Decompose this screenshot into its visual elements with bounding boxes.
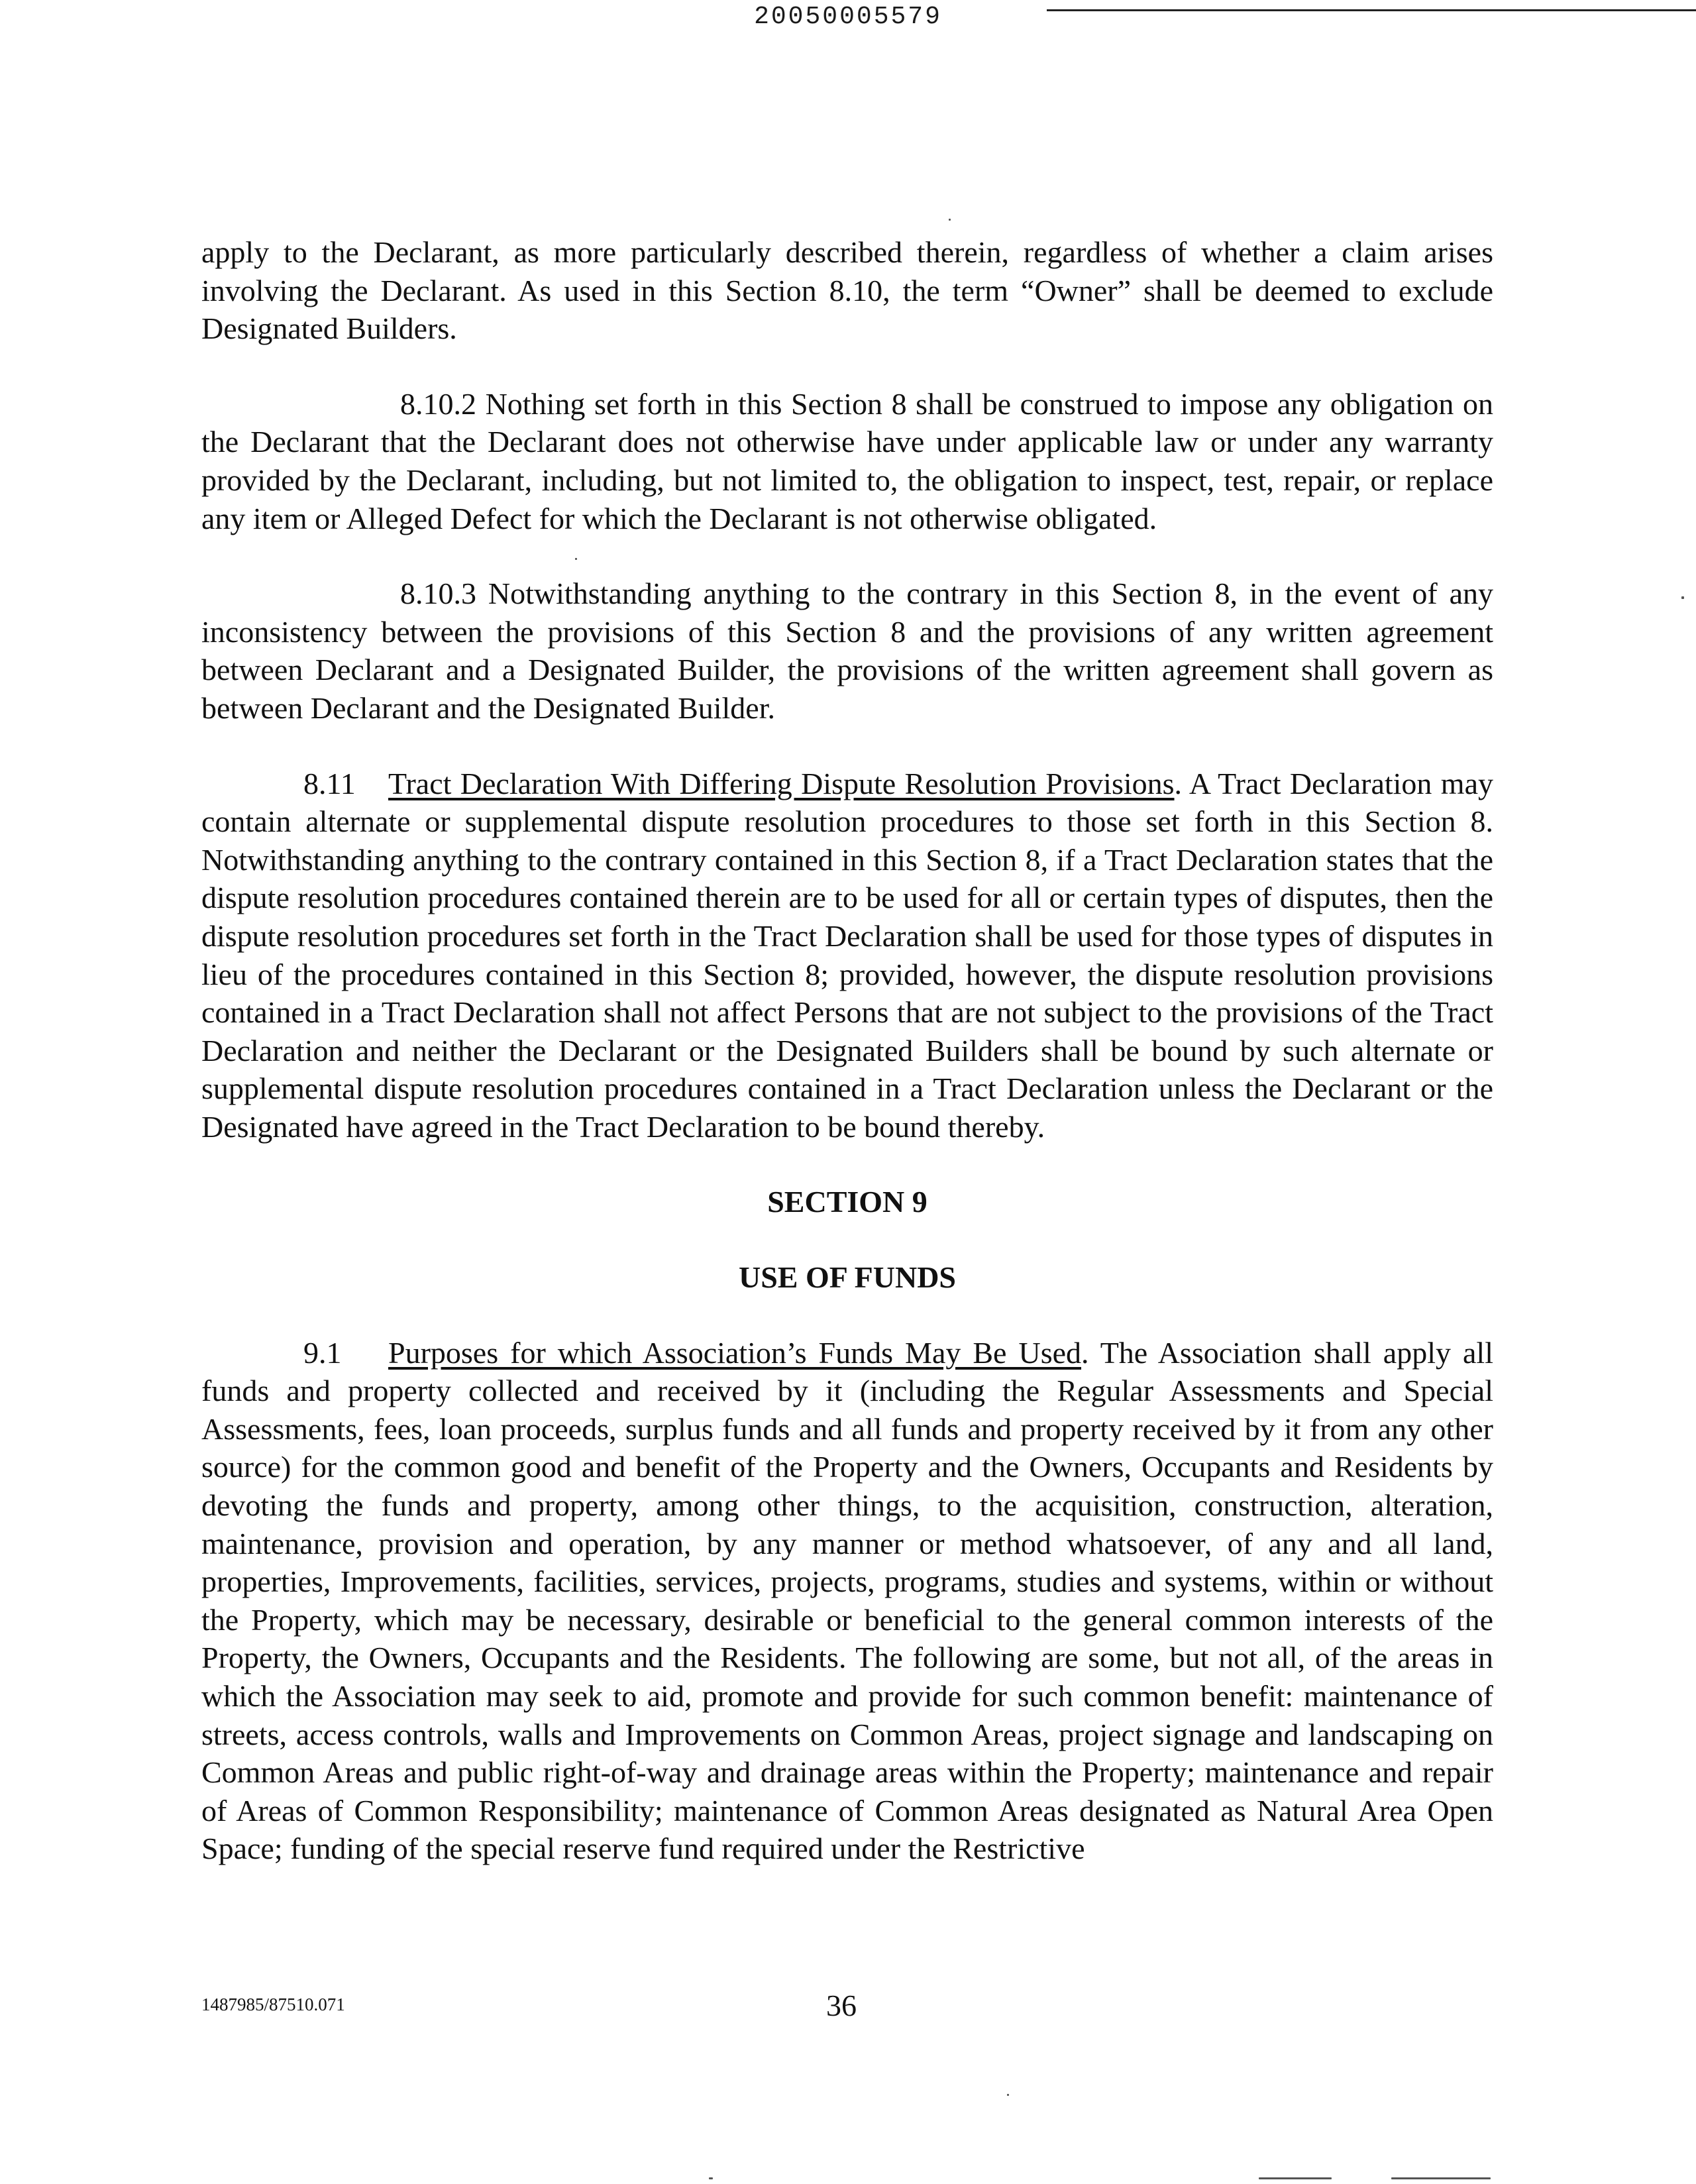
paragraph-gap	[201, 728, 1493, 765]
document-body	[201, 233, 1493, 1868]
paragraph-8-10-3: 8.10.3 Notwithstanding anything to the contrary in this Section 8, in the event of any inconsistency between the provisions of this Section 8 and the provisions of any written agreement between Declarant and a Designated Builder, the provisions of the written agreement shall govern as between Declarant and the Designated Builder.	[201, 576, 1493, 725]
section-title-heading: USE OF FUNDS	[739, 1260, 956, 1295]
page-number: 36	[826, 1989, 857, 2022]
paragraph-gap	[201, 1297, 1493, 1334]
footer-file-id: 1487985/87510.071	[201, 1994, 345, 2014]
section-text: . A Tract Declaration may contain alternate or supplemental dispute resolution procedures to those set forth in this Section 8. Notwithstanding anything to the contrary contained in this Section 8, if a Tract Declaration states that the dispute resolution procedures contained therein are to be used for all or certain types of disputes, then the dispute resolution procedures set forth in the Tract Declaration shall be used for those types of disputes in lieu of the procedures contained in this Section 8; provided, however, the dispute resolution provisions contained in a Tract Declaration shall not affect Persons that are not subject to the provisions of the Tract Declaration and neither the Declarant or the Designated Builders shall be bound by such alternate or supplemental dispute resolution procedures contained in a Tract Declaration unless the Declarant or the Designated have agreed in the Tract Declaration to be bound thereby.	[201, 766, 1493, 1144]
scan-speck	[1391, 2177, 1491, 2179]
scan-speck	[575, 558, 577, 560]
scan-speck	[1681, 596, 1684, 599]
paragraph-8-10-1-continued: apply to the Declarant, as more particularly described therein, regardless of whether a claim arises involving the Declarant. As used in this Section 8.10, the term “Owner” shall be deemed to exclude Designated Builders.	[201, 235, 1493, 346]
document-number: 20050005579	[754, 3, 942, 31]
section-number: 8.11	[303, 766, 356, 800]
scan-speck	[949, 219, 951, 221]
paragraph-gap	[201, 537, 1493, 574]
section-text: . The Association shall apply all funds and property collected and received by it (including the Regular Assessments and Special Assessments, fees, loan proceeds, surplus funds and all funds and property received by it from any other source) for the common good and benefit of the Property and the Owners, Occupants and Residents by devoting the funds and property, among other things, to the acquisition, construction, alteration, maintenance, provision and operation, by any manner or method whatsoever, of any and all land, properties, Improvements, facilities, services, projects, programs, studies and systems, within or without the Property, which may be necessary, desirable or beneficial to the general common interests of the Property, the Owners, Occupants and the Residents. The following are some, but not all, of the areas in which the Association may seek to aid, promote and provide for such common benefit: maintenance of streets, access controls, walls and Improvements on Common Areas, project signage and landscaping on Common Areas and public right-of-way and drainage areas within the Property; maintenance and repair of Areas of Common Responsibility; maintenance of Common Areas designated as Natural Area Open Space; funding of the special reserve fund required under the Restrictive	[201, 1335, 1493, 1866]
header-rule	[1047, 9, 1696, 11]
section-number: 9.1	[303, 1335, 342, 1370]
scan-speck	[1007, 2094, 1009, 2096]
section-heading: SECTION 9	[767, 1185, 928, 1219]
paragraph-gap	[201, 348, 1493, 385]
paragraph-9-1	[201, 1334, 1493, 1868]
section-title: Purposes for which Association’s Funds May Be Used	[388, 1335, 1082, 1370]
scan-speck	[709, 2177, 713, 2179]
paragraph-8-10-2: 8.10.2 Nothing set forth in this Section 8 shall be construed to impose any obligation on the Declarant that the Declarant does not otherwise have under applicable law or under any warranty provided by the Declarant, including, but not limited to, the obligation to inspect, test, repair, or replace any item or Alleged Defect for which the Declarant is not otherwise obligated.	[201, 386, 1493, 535]
paragraph-gap	[201, 1221, 1493, 1258]
scan-speck	[1259, 2177, 1332, 2179]
paragraph-8-11	[201, 765, 1493, 1146]
paragraph-gap	[201, 1146, 1493, 1183]
section-title: Tract Declaration With Differing Dispute Resolution Provisions	[388, 766, 1175, 800]
